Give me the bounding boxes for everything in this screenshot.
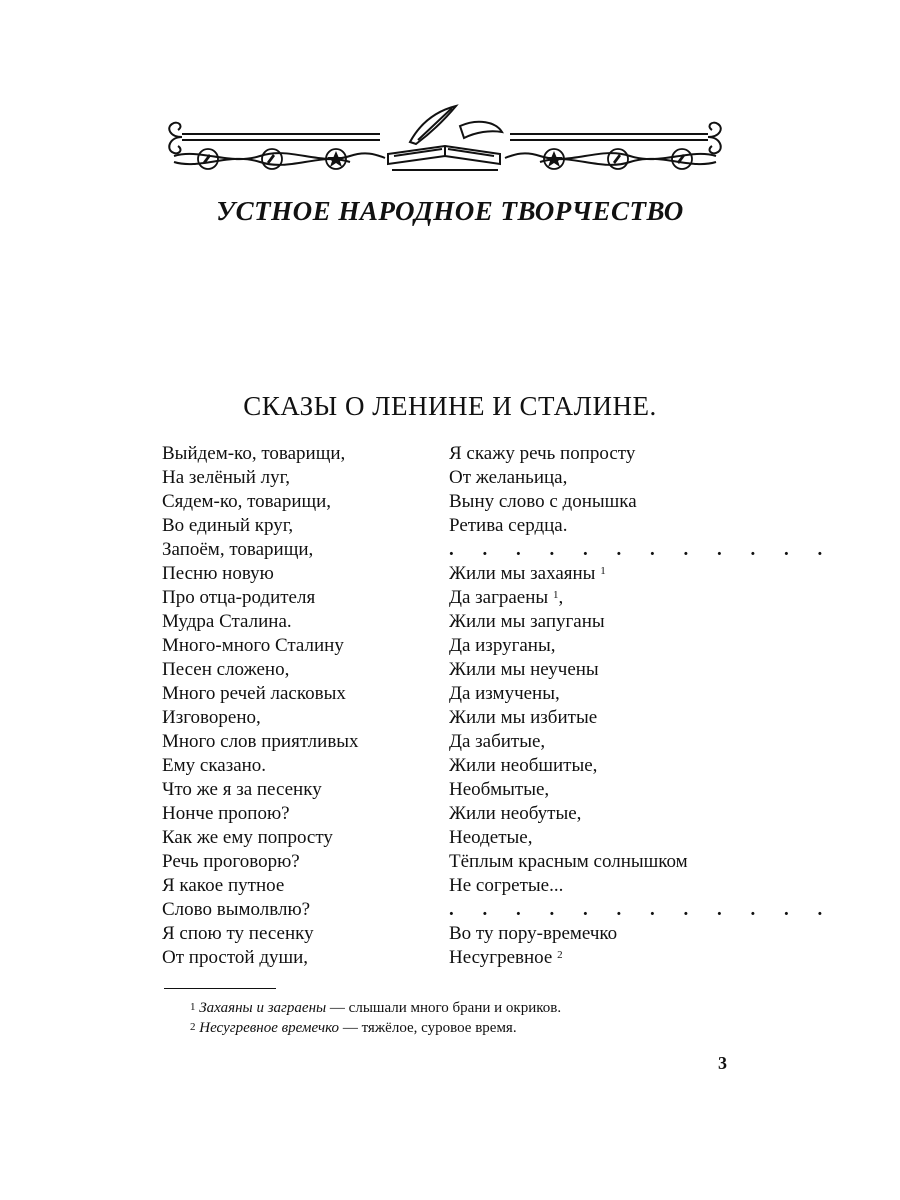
footnote-marker: 1 bbox=[600, 565, 606, 577]
poem-line bbox=[449, 490, 834, 514]
poem-line: Выйдем-ко, товарищи, bbox=[162, 443, 346, 464]
footnote-marker: 1 bbox=[552, 589, 559, 601]
poem-line: Про отца-родителя bbox=[162, 587, 316, 608]
poem-line: Я какое путное bbox=[162, 875, 285, 896]
poem-line bbox=[449, 586, 834, 610]
poem-line bbox=[449, 466, 834, 490]
poem-line bbox=[449, 706, 834, 730]
poem-line-text: Да измучены, bbox=[449, 683, 560, 704]
poem-line-text: . . . . . . . . . . . . bbox=[449, 899, 835, 920]
poem-line bbox=[449, 874, 834, 898]
poem-line: Запоём, товарищи, bbox=[162, 539, 314, 560]
poem-title: СКАЗЫ О ЛЕНИНЕ И СТАЛИНЕ. bbox=[243, 391, 657, 421]
poem-line-text: Да заграены bbox=[449, 587, 549, 608]
poem-line-text: Тёплым красным солнышком bbox=[449, 851, 688, 872]
poem-line-text: От желаньица, bbox=[449, 467, 568, 488]
poem-line-text: Жили мы запуганы bbox=[449, 611, 605, 632]
poem-line: Ему сказано. bbox=[162, 755, 267, 776]
poem-line: Во единый круг, bbox=[162, 515, 294, 536]
footnote-definition: — слышали много брани и окриков. bbox=[329, 1000, 562, 1016]
poem-line-text: Необмытые, bbox=[449, 779, 550, 800]
footnote bbox=[190, 1018, 561, 1038]
poem-line: Слово вымолвлю? bbox=[162, 899, 311, 920]
footnote-term: Несугревное времечко bbox=[199, 1020, 340, 1036]
poem-line: Изговорено, bbox=[162, 707, 261, 728]
poem-line bbox=[449, 730, 834, 754]
footnote bbox=[190, 998, 561, 1018]
poem-line: Речь проговорю? bbox=[162, 851, 300, 872]
footnotes bbox=[190, 998, 561, 1038]
poem-line bbox=[449, 442, 834, 466]
poem-line-text: . . . . . . . . . . . . bbox=[449, 539, 835, 560]
poem-line: От простой души, bbox=[162, 947, 309, 968]
poem-line: На зелёный луг, bbox=[162, 467, 290, 488]
poem-line bbox=[449, 826, 834, 850]
poem-line-text: Жили мы неучены bbox=[449, 659, 599, 680]
poem-line-text: Да забитые, bbox=[449, 731, 546, 752]
poem-line bbox=[449, 562, 834, 586]
poem-line bbox=[449, 850, 834, 874]
poem-line-text: Выну слово с донышка bbox=[449, 491, 637, 512]
poem-line: Что же я за песенку bbox=[162, 779, 322, 800]
poem-line-text: Не согретые... bbox=[449, 875, 564, 896]
poem-line-punct: , bbox=[558, 587, 564, 608]
poem-line bbox=[449, 538, 834, 562]
poem-line bbox=[449, 898, 834, 922]
poem-line: Сядем-ко, товарищи, bbox=[162, 491, 332, 512]
footnote-marker: 2 bbox=[557, 949, 563, 961]
footnote-number: 2 bbox=[190, 1021, 196, 1033]
poem-line: Как же ему попросту bbox=[162, 827, 333, 848]
poem-line-text: Жили мы захаяны bbox=[449, 563, 596, 584]
poem-line bbox=[449, 634, 834, 658]
header-ornament bbox=[160, 96, 730, 186]
footnote-rule bbox=[164, 988, 276, 989]
page-number: 3 bbox=[718, 1053, 727, 1073]
footnote-number: 1 bbox=[190, 1001, 196, 1013]
poem-line bbox=[449, 802, 834, 826]
poem-line-text: Неодетые, bbox=[449, 827, 533, 848]
poem-left-column bbox=[162, 442, 359, 970]
poem-line bbox=[449, 754, 834, 778]
poem-line: Много слов приятливых bbox=[162, 731, 359, 752]
poem-line: Мудра Сталина. bbox=[162, 611, 292, 632]
poem-line bbox=[449, 514, 834, 538]
poem-line bbox=[449, 946, 834, 970]
poem-line bbox=[449, 658, 834, 682]
footnote-term: Захаяны и заграены bbox=[199, 1000, 327, 1016]
poem-line: Песен сложено, bbox=[162, 659, 290, 680]
poem-line-text: Да изруганы, bbox=[449, 635, 556, 656]
poem-line: Песню новую bbox=[162, 563, 274, 584]
poem-line: Нонче пропою? bbox=[162, 803, 290, 824]
poem-line bbox=[449, 682, 834, 706]
poem-line-text: Жили необутые, bbox=[449, 803, 582, 824]
poem-line-text: Жили необшитые, bbox=[449, 755, 598, 776]
section-title: УСТНОЕ НАРОДНОЕ ТВОРЧЕСТВО bbox=[216, 196, 684, 226]
footnote-definition: — тяжёлое, суровое время. bbox=[342, 1020, 517, 1036]
poem-line bbox=[449, 778, 834, 802]
poem-line: Я спою ту песенку bbox=[162, 923, 314, 944]
poem-line-text: Жили мы избитые bbox=[449, 707, 598, 728]
poem-line-text: Я скажу речь попросту bbox=[449, 443, 636, 464]
poem-line: Много-много Сталину bbox=[162, 635, 344, 656]
poem-line-text: Во ту пору-времечко bbox=[449, 923, 618, 944]
poem-line bbox=[449, 922, 834, 946]
poem-right-column bbox=[449, 442, 834, 970]
poem-line bbox=[449, 610, 834, 634]
poem-line-text: Ретива сердца. bbox=[449, 515, 568, 536]
poem-line: Много речей ласковых bbox=[162, 683, 346, 704]
poem-line-text: Несугревное bbox=[449, 947, 553, 968]
